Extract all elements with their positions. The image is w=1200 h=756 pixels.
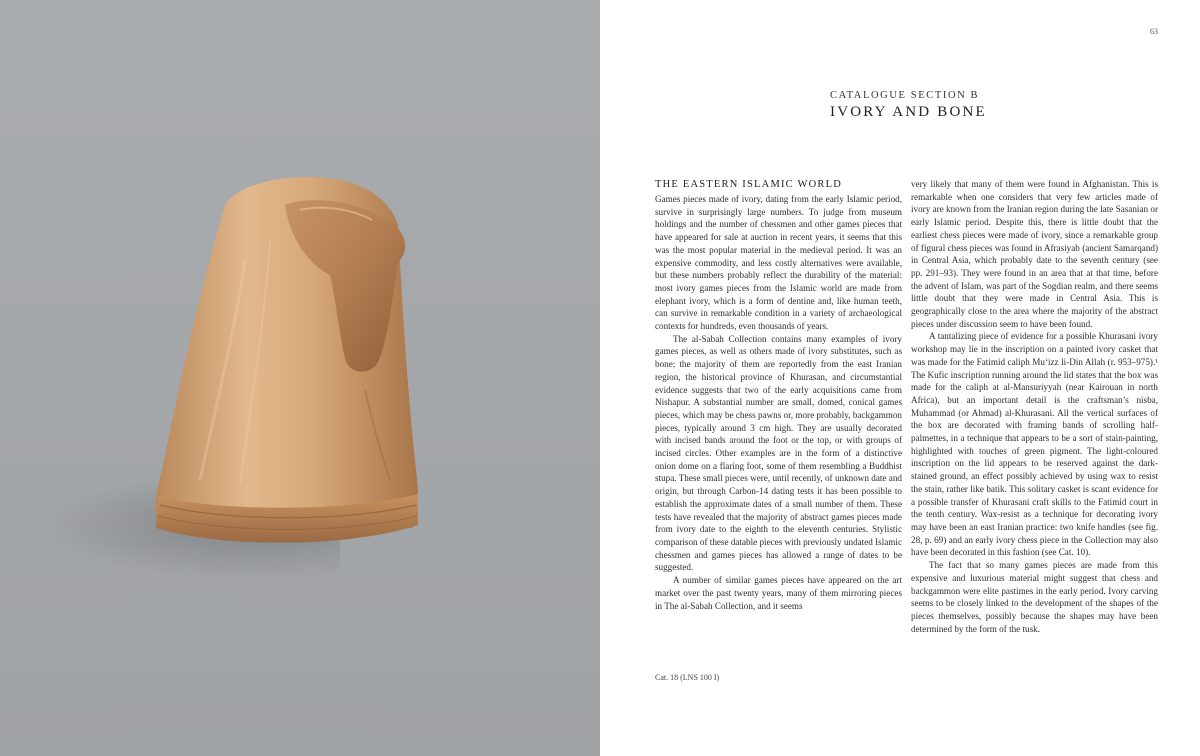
paragraph: The fact that so many games pieces are made from this expensive and luxurious material might suggest that chess and backgammon were elite pastimes in the early period. Ivory carving seems to be closely linked to the development of the shapes of the pieces themselves, possibly because the shapes may have been determined by the form of the tusk. — [911, 560, 1158, 634]
text-page — [600, 0, 1200, 756]
page-number: 63 — [1150, 27, 1158, 36]
paragraph: A number of similar games pieces have appeared on the art market over the past twenty years, many of them mirroring pieces in The al-Sabah Collection, and it seems — [655, 575, 902, 611]
text-column-left — [655, 178, 902, 612]
section-title: IVORY AND BONE — [830, 104, 987, 120]
paragraph: A tantalizing piece of evidence for a possible Khurasani ivory workshop may lie in the inscription on a painted ivory casket that was made for the Fatimid caliph Mu‘izz li-Din Allah (r. 953–975).¹ The Kufic inscription running around the lid states that the box was made for the caliph at al-Mansuriyyah (near Kairouan in north Africa), but an important detail is the craftsman’s nisba, Muhammad (or Ahmad) al-Khurasani. All the vertical surfaces of the box are decorated with framing bands of scrolling half-palmettes, in a technique that appears to be a sort of stain-painting, highlighted with touches of green pigment. The light-coloured inscription on the lid appears to be reserved against the dark-stained ground, an effect possibly achieved by using wax to resist the stain, rather like batik. This solitary casket is scant evidence for a possible transfer of Khurasani craft skills to the Fatimid court in the tenth century. Wax-resist as a technique for decorating ivory may have been an east Iranian practice: two knife handles (see fig. 28, p. 69) and an early ivory chess piece in the Collection may also have been decorated in this fashion (see Cat. 10). — [911, 331, 1158, 558]
section-header — [830, 90, 1030, 121]
paragraph: Games pieces made of ivory, dating from the early Islamic period, survive in surprisingly large numbers. To judge from museum holdings and the number of chessmen and other games pieces that have appeared for sale at auction in recent years, it seems that this was the most popular material in the medieval period. It was an expensive commodity, and less costly alternatives were available, but these numbers probably reflect the durability of the material: most ivory games pieces from the Islamic world are made from elephant ivory, which is a form of dentine and, like human teeth, can survive in remarkable condition in a variety of archaeological contexts for hundreds, even thousands of years. — [655, 194, 902, 332]
subheading: THE EASTERN ISLAMIC WORLD — [655, 179, 843, 190]
paragraph: The al-Sabah Collection contains many examples of ivory games pieces, as well as others made of ivory substitutes, such as bone; the majority of them are reportedly from the east Iranian region, the historical province of Khurasan, and circumstantial evidence suggests that two of the early acquisitions came from Nishapur. A substantial number are small, domed, conical games pieces, which may be chess pawns or, more probably, backgammon pieces, typically around 3 cm high. They are usually decorated with incised bands around the foot or the top, or with groups of incised circles. Other examples are in the form of a distinctive onion dome on a flaring foot, some of them resembling a Buddhist stupa. These small pieces were, until recently, of unknown date and origin, but through Carbon-14 dating tests it has been possible to establish the approximate dates of a small number of them. These tests have revealed that the majority of abstract games pieces made from ivory date to the eighth to the eleventh centuries. Stylistic comparison of these datable pieces with previously undated Islamic chessmen and games pieces has allowed a range of dates to be suggested. — [655, 333, 902, 573]
figure-caption: Cat. 18 (LNS 100 I) — [655, 673, 720, 682]
paragraph: very likely that many of them were found in Afghanistan. This is remarkable when one considers that very few articles made of ivory are known from the Iranian region during the late Sasanian or early Islamic period. Despite this, there is little doubt that the earliest chess pieces were made of ivory, since a remarkable group of figural chess pieces was found in Afrasiyab (ancient Samarqand) in Central Asia, which probably date to the seventh century (see pp. 291–93). They were found in an area that at that time, before the advent of Islam, was part of the Sogdian realm, and there seems little doubt that they were made in Central Asia. This is geographically close to the area where the majority of the abstract pieces under discussion seem to have been found. — [911, 179, 1158, 329]
text-column-right — [911, 178, 1158, 635]
section-kicker: CATALOGUE SECTION B — [830, 90, 980, 101]
